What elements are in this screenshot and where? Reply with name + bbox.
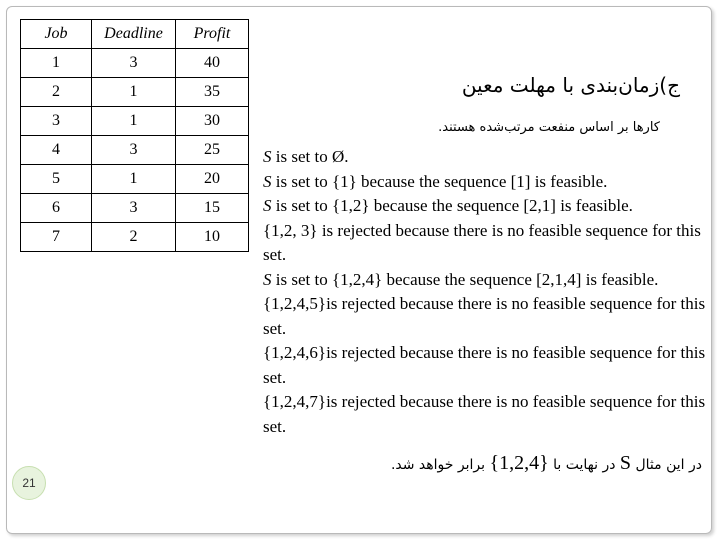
header-profit: Profit <box>176 20 249 49</box>
cell-profit: 20 <box>176 165 249 194</box>
set-variable: S <box>263 196 272 215</box>
cell-deadline: 3 <box>92 194 176 223</box>
final-set: {1,2,4} <box>489 452 549 474</box>
header-deadline: Deadline <box>92 20 176 49</box>
table-row <box>21 49 249 78</box>
jobs-table <box>20 19 249 252</box>
explanation-line <box>263 170 708 195</box>
cell-deadline: 1 <box>92 107 176 136</box>
slide-subtitle: کارها بر اساس منفعت مرتب‌شده هستند. <box>438 120 660 135</box>
slide-title: ج)زمان‌بندی با مهلت معین <box>461 73 680 97</box>
cell-deadline: 1 <box>92 78 176 107</box>
explanation-line <box>263 194 708 219</box>
cell-profit: 25 <box>176 136 249 165</box>
cell-deadline: 1 <box>92 165 176 194</box>
set-variable: S <box>619 452 632 474</box>
cell-job: 3 <box>21 107 92 136</box>
line-text: is set to {1,2,4} because the sequence [2,1,4] is feasible. <box>271 269 659 289</box>
set-variable: S <box>263 171 272 191</box>
conclusion-part: در نهایت با <box>548 457 620 473</box>
cell-deadline: 3 <box>92 49 176 78</box>
cell-profit: 40 <box>176 49 249 78</box>
cell-profit: 30 <box>176 107 249 136</box>
explanation-line <box>263 292 708 341</box>
table-row <box>21 78 249 107</box>
cell-job: 4 <box>21 136 92 165</box>
line-text: {1,2, 3} is rejected because there is no feasible sequence for this set. <box>263 220 701 264</box>
cell-profit: 15 <box>176 194 249 223</box>
cell-job: 1 <box>21 49 92 78</box>
explanation-line <box>263 390 708 439</box>
cell-job: 6 <box>21 194 92 223</box>
table-header-row <box>21 20 249 49</box>
conclusion-text <box>391 452 702 475</box>
conclusion-part: برابر خواهد شد. <box>390 457 490 473</box>
table-row <box>21 223 249 252</box>
explanation-line <box>263 341 708 390</box>
header-job: Job <box>21 20 92 49</box>
explanation-line <box>263 145 708 170</box>
line-text: is set to {1} because the sequence [1] is feasible. <box>271 171 608 191</box>
cell-deadline: 3 <box>92 136 176 165</box>
line-text: is set to Ø. <box>271 147 349 166</box>
cell-deadline: 2 <box>92 223 176 252</box>
cell-job: 7 <box>21 223 92 252</box>
explanation-text <box>263 145 708 439</box>
line-text: {1,2,4,6}is rejected because there is no feasible sequence for this set. <box>263 343 706 387</box>
line-text: is set to {1,2} because the sequence [2,1] is feasible. <box>271 196 633 215</box>
set-variable: S <box>263 147 272 166</box>
table-row <box>21 136 249 165</box>
set-variable: S <box>263 269 272 289</box>
cell-profit: 35 <box>176 78 249 107</box>
line-text: {1,2,4,5}is rejected because there is no feasible sequence for this set. <box>263 294 706 338</box>
explanation-line <box>263 219 708 268</box>
line-text: {1,2,4,7}is rejected because there is no feasible sequence for this set. <box>263 392 706 436</box>
table-row <box>21 165 249 194</box>
explanation-line <box>263 268 708 293</box>
table-row <box>21 194 249 223</box>
cell-job: 5 <box>21 165 92 194</box>
cell-job: 2 <box>21 78 92 107</box>
table-row <box>21 107 249 136</box>
page-number: 21 <box>12 466 46 500</box>
cell-profit: 10 <box>176 223 249 252</box>
conclusion-part: در این مثال <box>631 457 702 473</box>
